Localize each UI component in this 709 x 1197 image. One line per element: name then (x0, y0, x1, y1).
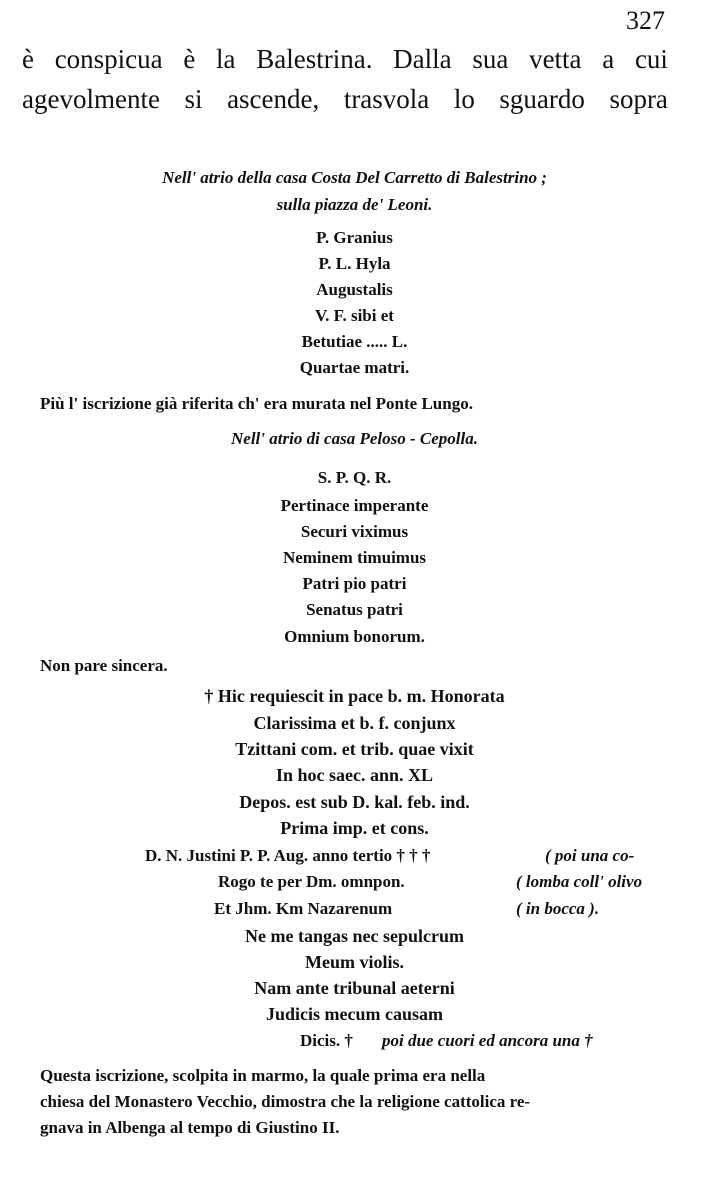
note-non-sincera: Non pare sincera. (40, 656, 168, 675)
side-note-1: ( poi una co- (545, 846, 635, 865)
inscription-line: † Hic requiescit in pace b. m. Honorata (204, 686, 505, 706)
inscription-line: Pertinace imperante (280, 496, 429, 515)
inscription-line: Clarissima et b. f. conjunx (253, 713, 456, 733)
inscription-line: Depos. est sub D. kal. feb. ind. (239, 792, 470, 812)
closing-line-3: gnava in Albenga al tempo di Giustino II. (40, 1118, 340, 1137)
inscription-line: Quartae matri. (299, 358, 410, 377)
section1-heading-1: Nell' atrio della casa Costa Del Carretto di Balestrino ; (162, 168, 547, 187)
inscription-line-jhm: Et Jhm. Km Nazarenum (214, 899, 393, 918)
inscription-line: Judicis mecum causam (266, 1004, 443, 1024)
intro-line-2: agevolmente si ascende, trasvola lo sguardo sopra (22, 84, 668, 114)
intro-line-1: è conspicua è la Balestrina. Dalla sua vetta a cui (22, 44, 668, 74)
inscription-line: P. L. Hyla (318, 254, 391, 273)
closing-line-2: chiesa del Monastero Vecchio, dimostra che la religione cattolica re- (40, 1092, 531, 1111)
side-note-2: ( lomba coll' olivo (516, 872, 643, 891)
inscription-line: S. P. Q. R. (317, 468, 392, 487)
inscription-line: Omnium bonorum. (284, 627, 425, 646)
inscription-line-rogo: Rogo te per Dm. omnpon. (218, 872, 405, 891)
inscription-line: Betutiae ..... L. (301, 332, 408, 351)
side-note-4: poi due cuori ed ancora una † (382, 1031, 593, 1050)
inscription-line: Neminem timuimus (282, 548, 427, 567)
inscription-line: Prima imp. et cons. (280, 818, 429, 838)
inscription-line: Nam ante tribunal aeterni (254, 978, 455, 998)
note-ponte-lungo: Più l' iscrizione già riferita ch' era murata nel Ponte Lungo. (40, 394, 473, 413)
inscription-line: P. Granius (316, 228, 393, 247)
section2-heading: Nell' atrio di casa Peloso - Cepolla. (231, 429, 478, 448)
inscription-line: Securi viximus (300, 522, 409, 541)
inscription-line: Meum violis. (305, 952, 404, 972)
inscription-line-dicis: Dicis. † (300, 1031, 353, 1050)
page-number: 327 (626, 6, 665, 35)
inscription-line: Ne me tangas nec sepulcrum (245, 926, 464, 946)
inscription-line: Tzittani com. et trib. quae vixit (235, 739, 474, 759)
inscription-line: Patri pio patri (302, 574, 407, 593)
inscription-line: In hoc saec. ann. XL (275, 765, 434, 785)
section1-heading-2: sulla piazza de' Leoni. (276, 195, 433, 214)
inscription-line: V. F. sibi et (315, 306, 394, 325)
inscription-line: Augustalis (316, 280, 393, 299)
side-note-3: ( in bocca ). (516, 899, 600, 918)
inscription-line-justini: D. N. Justini P. P. Aug. anno tertio † † † (145, 846, 431, 865)
inscription-line: Senatus patri (306, 600, 403, 619)
closing-line-1: Questa iscrizione, scolpita in marmo, la quale prima era nella (40, 1066, 486, 1085)
